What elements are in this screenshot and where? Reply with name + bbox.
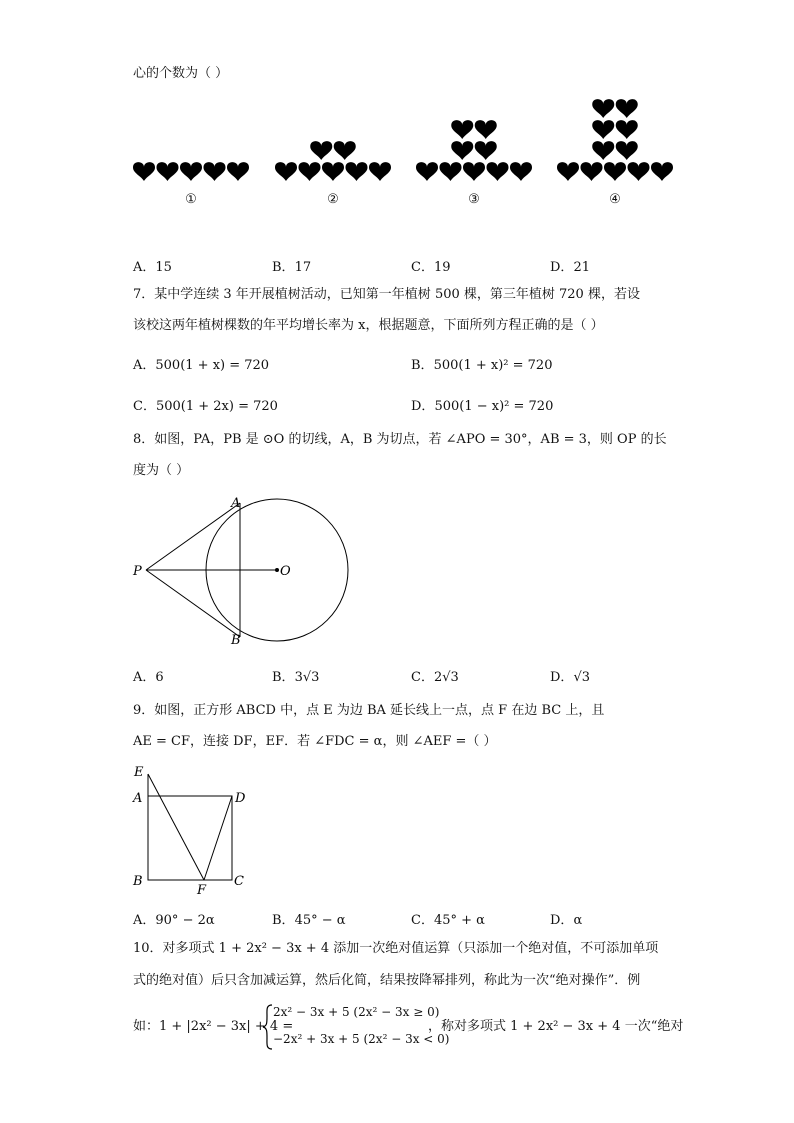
q10-case-2: −2x² + 3x + 5 (2x² − 3x < 0): [273, 1032, 450, 1046]
heart-icon: [628, 162, 650, 181]
option-text: 21: [573, 260, 590, 275]
heart-icon: [557, 162, 579, 181]
heart-icon: [204, 162, 226, 181]
q7-option-b[interactable]: [411, 354, 552, 373]
tangent-pb: [146, 570, 240, 637]
option-letter: D．: [411, 399, 435, 414]
heart-icon: [581, 162, 603, 181]
q9-option-b[interactable]: [272, 909, 346, 928]
label-o: O: [280, 564, 291, 579]
option-letter: D．: [550, 260, 574, 275]
q7-option-c[interactable]: [133, 395, 278, 414]
q9-option-a[interactable]: [133, 909, 215, 928]
option-letter: B．: [272, 260, 295, 275]
q8-option-c[interactable]: [411, 666, 459, 685]
heart-icon: [592, 141, 614, 160]
q7-option-d[interactable]: [411, 395, 553, 414]
q7-option-a[interactable]: [133, 354, 269, 373]
heart-icon: [604, 162, 626, 181]
heart-icon: [157, 162, 179, 181]
option-text: 2√3: [433, 670, 459, 685]
option-text: 6: [155, 670, 164, 685]
heart-pattern-2: [275, 141, 391, 181]
heart-icon: [616, 120, 638, 139]
option-letter: C．: [133, 399, 156, 414]
heart-icon: [510, 162, 532, 181]
option-letter: A．: [133, 260, 156, 275]
heart-pattern-4: [557, 99, 673, 181]
q7-stem-line-2: 该校这两年植树棵数的年平均增长率为 x，根据题意，下面所列方程正确的是（ ）: [133, 318, 604, 333]
option-text: 45° − α: [294, 913, 346, 928]
option-letter: D．: [550, 913, 574, 928]
option-text: 90° − 2α: [155, 913, 215, 928]
label-b: B: [231, 633, 241, 648]
heart-icon: [227, 162, 249, 181]
q9-option-c[interactable]: [411, 909, 485, 928]
label-p: P: [133, 564, 142, 579]
option-letter: C．: [411, 670, 434, 685]
option-text: 19: [433, 260, 451, 275]
option-text: 15: [155, 260, 172, 275]
q10-example-prefix: 如：1 + |2x² − 3x| + 4 =: [133, 1019, 294, 1034]
heart-icon: [299, 162, 321, 181]
heart-icon: [451, 120, 473, 139]
label-d: D: [235, 791, 246, 806]
hearts-figure: [0, 95, 794, 215]
option-text: 3√3: [294, 670, 320, 685]
option-text: 500(1 + 2x) = 720: [155, 399, 278, 414]
option-letter: B．: [411, 358, 434, 373]
heart-icon: [180, 162, 202, 181]
heart-icon: [592, 120, 614, 139]
option-letter: A．: [133, 670, 156, 685]
label-a: A: [133, 791, 143, 806]
heart-icon: [334, 141, 356, 160]
heart-pattern-1: [133, 162, 249, 181]
heart-pattern-3: [416, 120, 532, 181]
option-text: 500(1 + x) = 720: [155, 358, 270, 373]
heart-icon: [651, 162, 673, 181]
option-letter: B．: [272, 913, 295, 928]
q8-stem-line-1: 8．如图，PA，PB 是 ⊙O 的切线，A，B 为切点，若 ∠APO = 30°，AB = 3，则 OP 的长: [133, 432, 667, 447]
q6-option-c[interactable]: [411, 256, 451, 275]
option-letter: C．: [411, 260, 434, 275]
option-letter: A．: [133, 358, 156, 373]
option-letter: C．: [411, 913, 434, 928]
heart-icon: [475, 120, 497, 139]
heart-icon: [616, 141, 638, 160]
segment-ef: [148, 774, 204, 880]
q6-option-d[interactable]: [550, 256, 590, 275]
figure-label-4: ④: [609, 192, 621, 207]
q7-stem-line-1: 7．某中学连续 3 年开展植树活动，已知第一年植树 500 棵，第三年植树 720 棵，若设: [133, 287, 640, 302]
q9-stem-line-1: 9．如图，正方形 ABCD 中，点 E 为边 BA 延长线上一点，点 F 在边 BC 上，且: [133, 703, 605, 718]
q8-option-b[interactable]: [272, 666, 319, 685]
option-letter: A．: [133, 913, 156, 928]
q8-option-d[interactable]: [550, 666, 590, 685]
label-c: C: [234, 874, 244, 889]
option-letter: B．: [272, 670, 295, 685]
heart-icon: [451, 141, 473, 160]
intro-line: 心的个数为（ ）: [133, 66, 229, 81]
label-f: F: [197, 883, 207, 898]
q8-option-a[interactable]: [133, 666, 164, 685]
q9-stem-line-2: AE = CF，连接 DF，EF．若 ∠FDC = α，则 ∠AEF =（ ）: [133, 734, 497, 749]
option-text: 500(1 + x)² = 720: [433, 358, 553, 373]
q6-option-b[interactable]: [272, 256, 311, 275]
q10-case-1: 2x² − 3x + 5 (2x² − 3x ≥ 0): [273, 1005, 440, 1019]
option-letter: D．: [550, 670, 574, 685]
heart-icon: [133, 162, 155, 181]
heart-icon: [310, 141, 332, 160]
heart-icon: [322, 162, 344, 181]
option-text: √3: [573, 670, 590, 685]
q10-stem-line-1: 10．对多项式 1 + 2x² − 3x + 4 添加一次绝对值运算（只添加一个绝对值，不可添加单项: [133, 941, 659, 956]
center-dot: [275, 568, 279, 572]
heart-icon: [487, 162, 509, 181]
option-text: 500(1 − x)² = 720: [434, 399, 554, 414]
tangent-pa: [146, 503, 240, 570]
heart-icon: [616, 99, 638, 118]
figure-label-2: ②: [327, 192, 339, 207]
label-a: A: [231, 496, 241, 511]
q10-stem-line-2: 式的绝对值）后只含加减运算，然后化简，结果按降幂排列，称此为一次“绝对操作”．例: [133, 973, 641, 988]
heart-icon: [440, 162, 462, 181]
option-text: α: [573, 913, 583, 928]
heart-icon: [275, 162, 297, 181]
q9-square-figure: [128, 760, 258, 898]
q8-stem-line-2: 度为（ ）: [133, 463, 190, 478]
q6-option-a[interactable]: [133, 256, 172, 275]
heart-icon: [475, 141, 497, 160]
segment-df: [204, 796, 232, 880]
square-abcd: [148, 796, 232, 880]
label-e: E: [134, 765, 144, 780]
heart-icon: [463, 162, 485, 181]
figure-label-1: ①: [185, 192, 197, 207]
figure-label-3: ③: [468, 192, 480, 207]
label-b: B: [133, 874, 143, 889]
heart-icon: [416, 162, 438, 181]
q10-example-suffix: ，称对多项式 1 + 2x² − 3x + 4 一次“绝对: [428, 1019, 684, 1034]
heart-icon: [592, 99, 614, 118]
option-text: 45° + α: [433, 913, 485, 928]
heart-icon: [369, 162, 391, 181]
q9-option-d[interactable]: [550, 909, 582, 928]
option-text: 17: [294, 260, 312, 275]
q8-circle-figure: [125, 492, 365, 652]
heart-icon: [346, 162, 368, 181]
